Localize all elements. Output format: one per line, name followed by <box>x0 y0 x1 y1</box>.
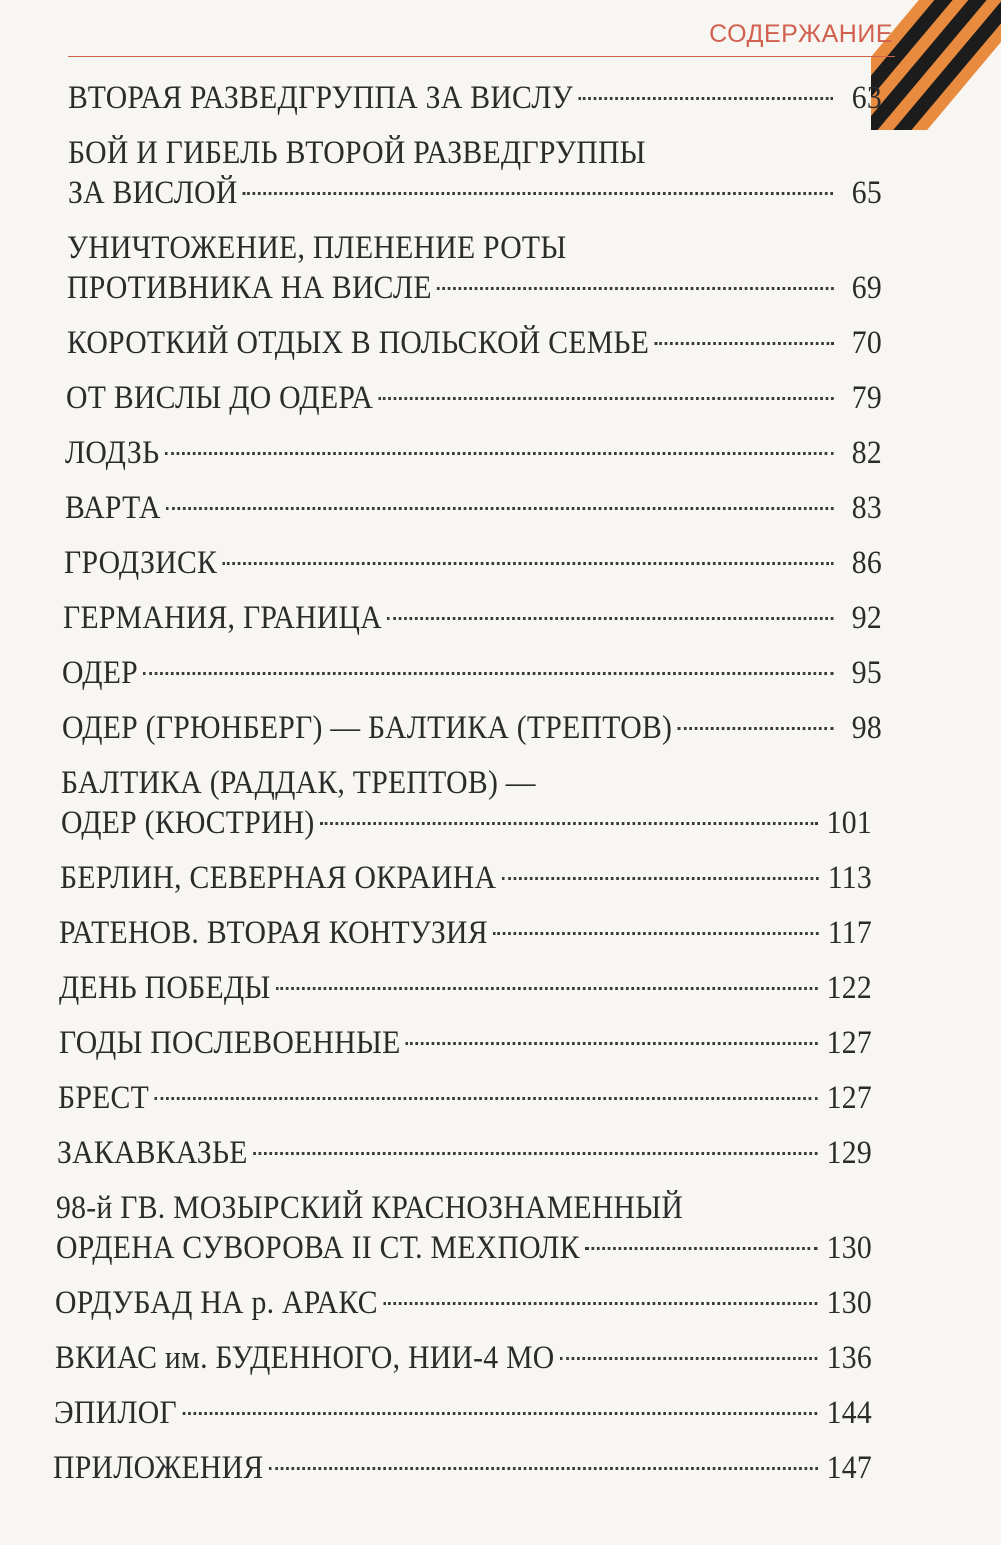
toc-page-number: 127 <box>826 1080 872 1116</box>
toc-entry-title: ПРИЛОЖЕНИЯ <box>53 1450 264 1486</box>
dot-leader <box>585 1247 817 1250</box>
toc-entry[interactable] <box>67 323 882 363</box>
toc-entry[interactable] <box>55 1283 872 1323</box>
toc-page-number: 147 <box>826 1450 872 1486</box>
contents-heading: СОДЕРЖАНИЕ <box>709 20 893 48</box>
toc-entry[interactable] <box>59 968 872 1008</box>
toc-entry[interactable] <box>60 858 872 898</box>
toc-entry-title: ВАРТА <box>65 490 161 526</box>
toc-entry-line <box>55 1338 872 1378</box>
toc-entry-title: ЛОДЗЬ <box>65 435 160 471</box>
toc-entry-title: УНИЧТОЖЕНИЕ, ПЛЕНЕНИЕ РОТЫ <box>67 230 567 266</box>
toc-entry-title: ДЕНЬ ПОБЕДЫ <box>59 970 271 1006</box>
toc-entry-title: ЭПИЛОГ <box>54 1395 177 1431</box>
toc-page-number: 98 <box>851 710 882 746</box>
toc-entry-line <box>60 858 872 898</box>
toc-entry-line <box>66 378 882 418</box>
toc-entry-title: ОРДУБАД НА р. АРАКС <box>55 1285 378 1321</box>
toc-page-number: 82 <box>851 435 882 471</box>
toc-entry-line <box>65 433 882 473</box>
dot-leader <box>182 1412 817 1415</box>
toc-entry-title: БРЕСТ <box>58 1080 150 1116</box>
toc-entry[interactable] <box>54 1393 872 1433</box>
toc-entry-line <box>55 1283 872 1323</box>
toc-page-number: 63 <box>851 80 882 116</box>
toc-entry[interactable] <box>65 488 882 528</box>
dot-leader <box>387 617 833 620</box>
dot-leader <box>143 672 833 675</box>
toc-entry-line <box>67 268 882 308</box>
toc-entry-line <box>68 78 882 118</box>
toc-entry-line <box>57 1133 872 1173</box>
toc-page-number: 92 <box>851 600 882 636</box>
toc-entry-title: БЕРЛИН, СЕВЕРНАЯ ОКРАИНА <box>60 860 497 896</box>
toc-page-number: 83 <box>851 490 882 526</box>
dot-leader <box>253 1152 818 1155</box>
toc-entry[interactable] <box>53 1448 872 1488</box>
toc-entry-line <box>64 543 882 583</box>
toc-entry-title: ГЕРМАНИЯ, ГРАНИЦА <box>63 600 382 636</box>
toc-page-number: 136 <box>826 1340 872 1376</box>
toc-page-number: 144 <box>826 1395 872 1431</box>
toc-entry[interactable] <box>65 433 882 473</box>
toc-entry-title: ВКИАС им. БУДЕННОГО, НИИ-4 МО <box>55 1340 555 1376</box>
dot-leader <box>269 1467 818 1470</box>
toc-entry-line <box>67 228 882 268</box>
dot-leader <box>243 192 833 195</box>
toc-entry-line <box>58 1078 872 1118</box>
toc-entry-line <box>56 1188 872 1228</box>
dot-leader <box>560 1357 818 1360</box>
toc-entry-line <box>54 1393 872 1433</box>
toc-entry-line <box>63 598 882 638</box>
toc-page-number: 70 <box>851 325 882 361</box>
toc-entry[interactable] <box>56 1188 872 1268</box>
toc-page-number: 86 <box>851 545 882 581</box>
dot-leader <box>655 342 834 345</box>
dot-leader <box>223 562 834 565</box>
dot-leader <box>166 507 833 510</box>
toc-entry[interactable] <box>62 653 882 693</box>
toc-entry-title: ЗА ВИСЛОЙ <box>68 175 238 211</box>
toc-entry[interactable] <box>67 228 882 308</box>
dot-leader <box>383 1302 817 1305</box>
toc-entry-line <box>67 323 882 363</box>
toc-entry-line <box>61 803 872 843</box>
toc-page-number: 65 <box>851 175 882 211</box>
toc-entry[interactable] <box>63 598 882 638</box>
toc-page-number: 101 <box>826 805 872 841</box>
toc-page-number: 130 <box>826 1285 872 1321</box>
toc-entry-line <box>59 1023 872 1063</box>
toc-entry-line <box>65 488 882 528</box>
dot-leader <box>502 877 819 880</box>
toc-entry-title: ГОДЫ ПОСЛЕВОЕННЫЕ <box>59 1025 401 1061</box>
toc-page-number: 122 <box>826 970 872 1006</box>
dot-leader <box>378 397 833 400</box>
toc-entry-title: ОДЕР <box>62 655 138 691</box>
toc-page-number: 95 <box>851 655 882 691</box>
toc-entry-title: КОРОТКИЙ ОТДЫХ В ПОЛЬСКОЙ СЕМЬЕ <box>67 325 650 361</box>
dot-leader <box>154 1097 817 1100</box>
toc-entry[interactable] <box>68 78 882 118</box>
toc-entry-title: ОРДЕНА СУВОРОВА II СТ. МЕХПОЛК <box>56 1230 580 1266</box>
dot-leader <box>165 452 834 455</box>
toc-entry[interactable] <box>58 1078 872 1118</box>
toc-entry-title: ОТ ВИСЛЫ ДО ОДЕРА <box>66 380 374 416</box>
toc-page-number: 69 <box>851 270 882 306</box>
toc-entry-title: ОДЕР (КЮСТРИН) <box>61 805 315 841</box>
toc-page-number: 127 <box>826 1025 872 1061</box>
toc-page-number: 79 <box>851 380 882 416</box>
toc-entry-title: РАТЕНОВ. ВТОРАЯ КОНТУЗИЯ <box>59 915 488 951</box>
toc-entry-line <box>59 968 872 1008</box>
toc-entry-title: ВТОРАЯ РАЗВЕДГРУППА ЗА ВИСЛУ <box>68 80 574 116</box>
toc-entry-line <box>61 763 872 803</box>
toc-entry-line <box>62 708 882 748</box>
toc-entry[interactable] <box>55 1338 872 1378</box>
toc-entry[interactable] <box>57 1133 872 1173</box>
toc-entry[interactable] <box>64 543 882 583</box>
toc-entry[interactable] <box>68 133 882 213</box>
dot-leader <box>406 1042 818 1045</box>
toc-entry-title: ГРОДЗИСК <box>64 545 218 581</box>
dot-leader <box>578 97 833 100</box>
toc-entry-line <box>68 173 882 213</box>
toc-entry-line <box>59 913 872 953</box>
toc-entry-title: ПРОТИВНИКА НА ВИСЛЕ <box>67 270 432 306</box>
toc-entry-line <box>56 1228 872 1268</box>
toc-entry[interactable] <box>59 1023 872 1063</box>
toc-entry-title: ОДЕР (ГРЮНБЕРГ) — БАЛТИКА (ТРЕПТОВ) <box>62 710 673 746</box>
header-divider <box>68 56 895 57</box>
toc-entry-title: 98-й ГВ. МОЗЫРСКИЙ КРАСНОЗНАМЕННЫЙ <box>56 1190 684 1226</box>
toc-entry-title: ЗАКАВКАЗЬЕ <box>57 1135 248 1171</box>
dot-leader <box>276 987 818 990</box>
dot-leader <box>678 727 834 730</box>
toc-entry-title: БОЙ И ГИБЕЛЬ ВТОРОЙ РАЗВЕДГРУППЫ <box>68 135 646 171</box>
dot-leader <box>493 932 819 935</box>
dot-leader <box>320 822 818 825</box>
toc-entry[interactable] <box>61 763 872 843</box>
toc-page-number: 117 <box>827 915 872 951</box>
toc-entry-title: БАЛТИКА (РАДДАК, ТРЕПТОВ) — <box>61 765 536 801</box>
toc-entry[interactable] <box>62 708 882 748</box>
toc-entry-line <box>62 653 882 693</box>
dot-leader <box>437 287 833 290</box>
toc-entry-line <box>53 1448 872 1488</box>
toc-page-number: 129 <box>826 1135 872 1171</box>
toc-page-number: 130 <box>826 1230 872 1266</box>
toc-entry[interactable] <box>59 913 872 953</box>
toc-entry-line <box>68 133 882 173</box>
toc-entry[interactable] <box>66 378 882 418</box>
toc-page-number: 113 <box>827 860 872 896</box>
